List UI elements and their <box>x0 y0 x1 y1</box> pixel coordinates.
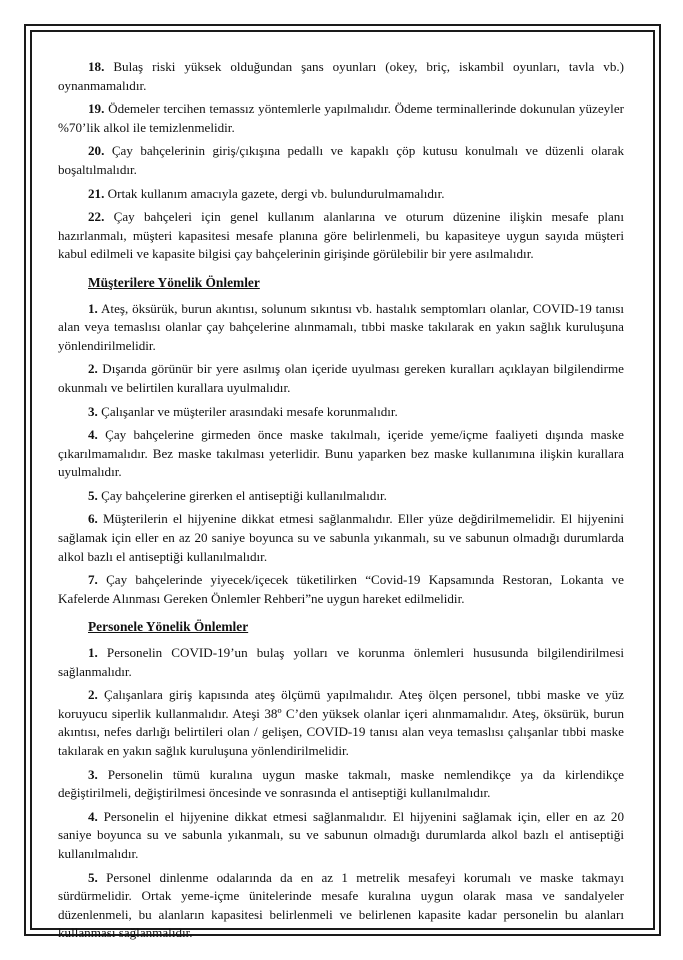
item-number: 4. <box>88 427 98 443</box>
item-text: Çalışanlar ve müşteriler arasındaki mesafe korunmalıdır. <box>101 403 398 419</box>
item-text: Müşterilerin el hijyenine dikkat etmesi sağlanmalıdır. Eller yüze değdirilmemelidir. El hijyenini sağlamak için eller en az 20 saniye boyunca su ve sabunla yıkanmalı, su ve sabunun olmadığı durumlarda alkol bazlı el antiseptiği kullanılmalıdır. <box>58 511 624 564</box>
item-number: 5. <box>88 869 98 885</box>
numbered-paragraph <box>58 808 624 864</box>
item-number: 6. <box>88 511 98 527</box>
item-text: Ateş, öksürük, burun akıntısı, solunum sıkıntısı vb. hastalık semptomları olanlar, COVID-19 tanısı alan veya temaslısı olanlar çay bahçelerine alınmamalı, tıbbi maske takılarak en yakın sağlık kuruluşuna yönlendirilmelidir. <box>58 300 624 353</box>
item-text: Çay bahçelerinde yiyecek/içecek tüketilirken “Covid-19 Kapsamında Restoran, Lokanta ve Kafelerde Alınması Gereken Önlemler Rehberi”ne uygun hareket edilmelidir. <box>58 572 624 606</box>
numbered-paragraph <box>58 686 624 760</box>
item-number: 3. <box>88 766 98 782</box>
numbered-paragraph <box>58 403 624 422</box>
numbered-paragraph <box>58 766 624 803</box>
section-heading: Müşterilere Yönelik Önlemler <box>88 274 260 290</box>
item-text: Ortak kullanım amacıyla gazete, dergi vb. bulundurulmamalıdır. <box>107 185 445 201</box>
item-number: 18. <box>88 59 105 74</box>
item-text: Bulaş riski yüksek olduğundan şans oyunları (okey, briç, iskambil oyunları, tavla vb.) oynanmamalıdır. <box>58 59 624 93</box>
item-number: 5. <box>88 487 98 503</box>
item-text: Personelin el hijyenine dikkat etmesi sağlanmalıdır. El hijyenini sağlamak için, eller en az 20 saniye boyunca su ve sabunla yıkanmalı, su ve sabunun olmadığı durumlarda alkol bazlı el antiseptiği kullanılmalıdır. <box>58 808 624 861</box>
document-body <box>58 58 624 948</box>
numbered-paragraph <box>58 208 624 264</box>
numbered-paragraph <box>58 142 624 179</box>
numbered-paragraph <box>58 869 624 943</box>
item-text: Çalışanlara giriş kapısında ateş ölçümü yapılmalıdır. Ateş ölçen personel, tıbbi maske ve yüz koruyucu siperlik kullanmalıdır. Ateşi 38º C’den yüksek olanlar içeri alınmamalıdır. Ateş, öksürük, burun akıntısı, nefes darlığı belirtileri olan / gelişen, COVID-19 tanısı alan veya temaslısı çalışanlar tıbbi maske takılarak en yakın sağlık kuruluşuna yönlendirilmelidir. <box>58 687 624 758</box>
item-number: 4. <box>88 808 98 824</box>
item-text: Ödemeler tercihen temassız yöntemlerle yapılmalıdır. Ödeme terminallerinde dokunulan yüzeyler %70’lik alkol ile temizlenmelidir. <box>58 101 624 135</box>
item-text: Personelin tümü kuralına uygun maske takmalı, maske nemlendikçe ya da kirlendikçe değiştirilmeli, değiştirilmesi öncesinde ve sonrasında el antiseptiği kullanılmalıdır. <box>58 766 624 801</box>
item-number: 19. <box>88 101 105 117</box>
item-text: Çay bahçelerinin giriş/çıkışına pedallı ve kapaklı çöp kutusu konulmalı ve düzenli olarak boşaltılmalıdır. <box>58 143 624 177</box>
numbered-paragraph <box>58 58 624 95</box>
numbered-paragraph <box>58 185 624 204</box>
numbered-paragraph <box>58 426 624 482</box>
item-number: 1. <box>88 300 98 316</box>
item-text: Çay bahçelerine girerken el antiseptiği kullanılmalıdır. <box>101 487 387 503</box>
section-heading: Personele Yönelik Önlemler <box>88 619 249 635</box>
numbered-paragraph <box>58 487 624 506</box>
item-number: 3. <box>88 403 98 419</box>
numbered-paragraph <box>58 100 624 137</box>
item-number: 20. <box>88 143 105 159</box>
item-text: Personelin COVID-19’un bulaş yolları ve korunma önlemleri hususunda bilgilendirilmesi sağlanmalıdır. <box>58 645 624 679</box>
item-number: 2. <box>88 687 98 703</box>
numbered-paragraph <box>58 510 624 566</box>
item-text: Personel dinlenme odalarında da en az 1 metrelik mesafeyi korumalı ve maske takmayı sürdürmelidir. Ortak yeme-içme ünitelerinde mesafe kuralına uygun olarak masa ve sandalyeler düzenlenmeli, bu alanların kapasitesi belirlenmeli ve belirlenen kapasite kadar personelin bu alanları kullanması sağlanmalıdır. <box>58 869 624 941</box>
numbered-paragraph <box>58 644 624 681</box>
item-number: 21. <box>88 185 105 201</box>
numbered-paragraph <box>58 300 624 356</box>
numbered-paragraph <box>58 571 624 608</box>
item-number: 22. <box>88 209 105 225</box>
item-text: Çay bahçelerine girmeden önce maske takılmalı, içeride yeme/içme faaliyeti dışında maske çıkarılmamalıdır. Bez maske takılması yeterlidir. Bunu yaparken bez maske kullanımına ilişkin kurallara uyulmalıdır. <box>58 427 624 480</box>
item-number: 1. <box>88 645 98 661</box>
numbered-paragraph <box>58 360 624 397</box>
item-text: Çay bahçeleri için genel kullanım alanlarına ve oturum düzenine ilişkin mesafe planı hazırlanmalı, müşteri kapasitesi mesafe planına göre belirlenmeli, bu kapasiteye uygun sayıda müşteri kabul edilmeli ve kapasite bilgisi çay bahçelerinin girişinde görülebilir bir yere asılmalıdır. <box>58 209 624 262</box>
item-number: 2. <box>88 361 98 377</box>
item-text: Dışarıda görünür bir yere asılmış olan içeride uyulması gereken kuralları açıklayan bilgilendirme okunmalı ve belirtilen kurallara uyulmalıdır. <box>58 361 624 395</box>
item-number: 7. <box>88 572 98 588</box>
